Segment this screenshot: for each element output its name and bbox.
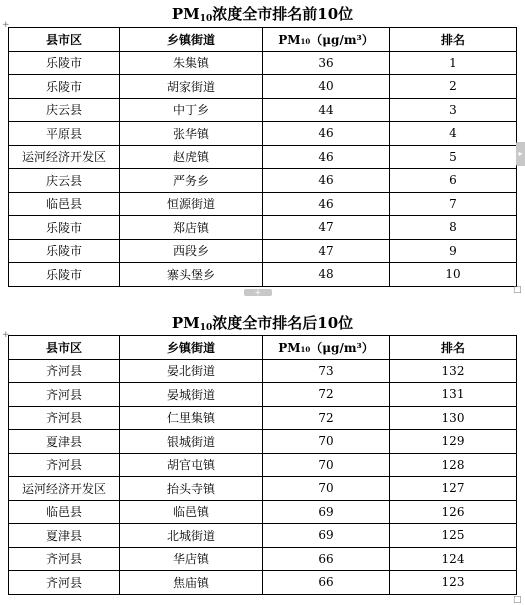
cell-pm10: 72: [263, 383, 390, 407]
cell-pm10: 69: [263, 524, 390, 548]
header-county: 县市区: [9, 336, 120, 360]
cell-pm10: 48: [263, 263, 390, 287]
cell-town: 张华镇: [120, 122, 263, 146]
cell-town: 寨头堡乡: [120, 263, 263, 287]
cell-rank: 124: [390, 547, 517, 571]
cell-pm10: 69: [263, 500, 390, 524]
cell-town: 朱集镇: [120, 51, 263, 75]
cell-county: 齐河县: [9, 406, 120, 430]
cell-town: 西段乡: [120, 239, 263, 263]
cell-rank: 126: [390, 500, 517, 524]
cell-town: 赵虎镇: [120, 145, 263, 169]
cell-county: 齐河县: [9, 383, 120, 407]
cell-town: 焦庙镇: [120, 571, 263, 595]
table-row: [9, 477, 517, 501]
cell-rank: 10: [390, 263, 517, 287]
cell-pm10: 46: [263, 169, 390, 193]
cell-pm10: 47: [263, 216, 390, 240]
cell-pm10: 73: [263, 359, 390, 383]
table-row: [9, 145, 517, 169]
table-row: [9, 430, 517, 454]
cell-rank: 123: [390, 571, 517, 595]
cell-pm10: 46: [263, 192, 390, 216]
table-move-handle-icon[interactable]: +: [2, 20, 10, 30]
cell-pm10: 36: [263, 51, 390, 75]
table-row: [9, 500, 517, 524]
cell-rank: 127: [390, 477, 517, 501]
table-row: [9, 263, 517, 287]
cell-county: 齐河县: [9, 359, 120, 383]
cell-town: 抬头寺镇: [120, 477, 263, 501]
header-rank: 排名: [390, 28, 517, 52]
table-row: [9, 547, 517, 571]
cell-rank: 2: [390, 75, 517, 99]
cell-rank: 5: [390, 145, 517, 169]
cell-pm10: 40: [263, 75, 390, 99]
header-pm10: PM10（μg/m³）: [263, 336, 390, 360]
header-rank: 排名: [390, 336, 517, 360]
cell-county: 齐河县: [9, 453, 120, 477]
table-row: [9, 524, 517, 548]
cell-rank: 3: [390, 98, 517, 122]
cell-rank: 131: [390, 383, 517, 407]
cell-town: 临邑镇: [120, 500, 263, 524]
cell-county: 临邑县: [9, 500, 120, 524]
table-header-row: [9, 28, 517, 52]
cell-town: 恒源街道: [120, 192, 263, 216]
table-move-handle-icon[interactable]: +: [2, 330, 10, 340]
cell-town: 华店镇: [120, 547, 263, 571]
table-row: [9, 98, 517, 122]
cell-county: 乐陵市: [9, 75, 120, 99]
table-row: [9, 383, 517, 407]
cell-rank: 7: [390, 192, 517, 216]
cell-rank: 128: [390, 453, 517, 477]
table-row: [9, 169, 517, 193]
cell-rank: 8: [390, 216, 517, 240]
table-row: [9, 192, 517, 216]
cell-county: 庆云县: [9, 98, 120, 122]
bottom-table-title: $PM_{10}$浓度全市排名后10位: [171, 314, 354, 333]
table-row: [9, 122, 517, 146]
cell-county: 齐河县: [9, 571, 120, 595]
cell-pm10: 47: [263, 239, 390, 263]
page-break-divider-icon[interactable]: +: [244, 289, 272, 296]
cell-town: 胡官屯镇: [120, 453, 263, 477]
cell-rank: 130: [390, 406, 517, 430]
side-panel-toggle-icon[interactable]: ▸: [516, 142, 525, 166]
cell-rank: 9: [390, 239, 517, 263]
cell-county: 平原县: [9, 122, 120, 146]
table-row: [9, 216, 517, 240]
cell-rank: 1: [390, 51, 517, 75]
cell-town: 北城街道: [120, 524, 263, 548]
cell-pm10: 46: [263, 145, 390, 169]
cell-town: 仁里集镇: [120, 406, 263, 430]
table-resize-handle-icon[interactable]: □: [513, 285, 522, 295]
cell-town: 晏北街道: [120, 359, 263, 383]
cell-county: 庆云县: [9, 169, 120, 193]
cell-rank: 125: [390, 524, 517, 548]
table-row: [9, 406, 517, 430]
cell-pm10: 44: [263, 98, 390, 122]
cell-rank: 132: [390, 359, 517, 383]
cell-county: 运河经济开发区: [9, 145, 120, 169]
table-resize-handle-icon[interactable]: □: [513, 595, 522, 605]
top-ranking-table: [8, 27, 517, 287]
cell-pm10: 66: [263, 571, 390, 595]
table-header-row: [9, 336, 517, 360]
cell-town: 银城街道: [120, 430, 263, 454]
cell-pm10: 46: [263, 122, 390, 146]
cell-county: 乐陵市: [9, 51, 120, 75]
header-town: 乡镇街道: [120, 336, 263, 360]
cell-town: 严务乡: [120, 169, 263, 193]
cell-county: 齐河县: [9, 547, 120, 571]
cell-pm10: 70: [263, 477, 390, 501]
cell-county: 乐陵市: [9, 216, 120, 240]
table-row: [9, 51, 517, 75]
header-town: 乡镇街道: [120, 28, 263, 52]
cell-rank: 129: [390, 430, 517, 454]
table-row: [9, 453, 517, 477]
cell-pm10: 70: [263, 430, 390, 454]
cell-town: 胡家街道: [120, 75, 263, 99]
cell-county: 乐陵市: [9, 263, 120, 287]
cell-pm10: 70: [263, 453, 390, 477]
table-row: [9, 75, 517, 99]
cell-town: 郑店镇: [120, 216, 263, 240]
cell-rank: 6: [390, 169, 517, 193]
table-row: [9, 239, 517, 263]
top-table-title: $PM_{10}$浓度全市排名前10位: [171, 5, 354, 24]
cell-county: 乐陵市: [9, 239, 120, 263]
cell-county: 临邑县: [9, 192, 120, 216]
cell-county: 夏津县: [9, 430, 120, 454]
cell-pm10: 72: [263, 406, 390, 430]
cell-county: 运河经济开发区: [9, 477, 120, 501]
cell-pm10: 66: [263, 547, 390, 571]
header-pm10: PM10（μg/m³）: [263, 28, 390, 52]
table-row: [9, 571, 517, 595]
bottom-ranking-table: [8, 335, 517, 595]
cell-county: 夏津县: [9, 524, 120, 548]
cell-town: 中丁乡: [120, 98, 263, 122]
table-row: [9, 359, 517, 383]
header-county: 县市区: [9, 28, 120, 52]
cell-rank: 4: [390, 122, 517, 146]
cell-town: 晏城街道: [120, 383, 263, 407]
